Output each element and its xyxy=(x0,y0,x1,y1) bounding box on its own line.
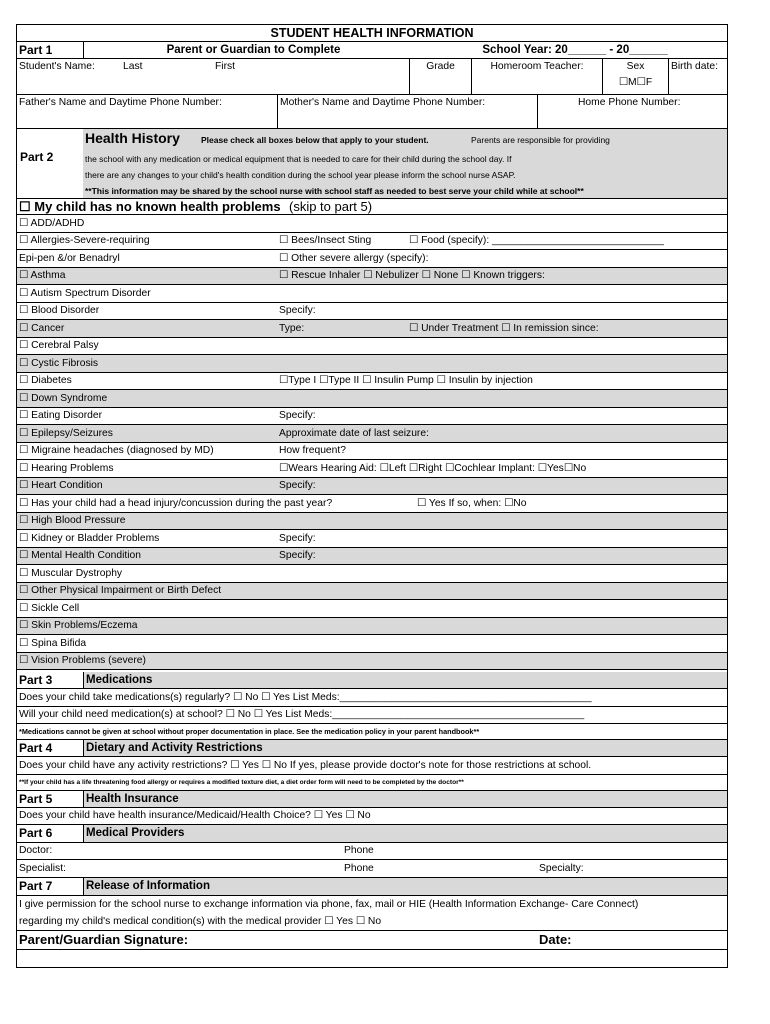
part7-title: Release of Information xyxy=(83,878,727,895)
part1-label: Part 1 xyxy=(19,43,53,57)
condition-row[interactable] xyxy=(17,653,727,671)
condition-label[interactable]: ☐ Down Syndrome xyxy=(19,392,108,404)
condition-detail: ☐ Bees/Insect Sting xyxy=(279,235,372,246)
part1-title: Parent or Guardian to Complete xyxy=(83,42,423,58)
part3-header-row xyxy=(17,672,727,689)
birth-date-label: Birth date: xyxy=(671,61,718,72)
condition-row[interactable] xyxy=(17,425,727,443)
condition-row[interactable] xyxy=(17,565,727,583)
condition-detail: Specify: xyxy=(279,480,316,491)
diet-order-note: **If your child has a life threatening food allergy or requires a modified texture diet, a diet order form will need to be completed by the doctor** xyxy=(19,779,464,786)
part4-q1-row[interactable] xyxy=(17,757,727,775)
part5-title: Health Insurance xyxy=(83,791,727,807)
condition-label[interactable]: ☐ Sickle Cell xyxy=(19,602,80,614)
part3-label: Part 3 xyxy=(17,672,83,688)
part4-header-row xyxy=(17,740,727,757)
condition-row[interactable] xyxy=(17,373,727,391)
condition-row[interactable] xyxy=(17,460,727,478)
condition-label[interactable]: ☐ High Blood Pressure xyxy=(19,515,126,526)
condition-row[interactable] xyxy=(17,635,727,653)
signature-label: Parent/Guardian Signature: xyxy=(19,932,189,947)
condition-detail: ☐Wears Hearing Aid: ☐Left ☐Right ☐Cochlear Implant: ☐Yes☐No xyxy=(279,462,587,474)
part5-header-row xyxy=(17,791,727,808)
condition-row[interactable] xyxy=(17,338,727,356)
signature-row[interactable] xyxy=(17,931,727,950)
father-field[interactable] xyxy=(17,95,277,128)
condition-label[interactable]: ☐ Cerebral Palsy xyxy=(19,340,99,351)
part1-header-row xyxy=(17,42,727,59)
release-statement: I give permission for the school nurse to exchange information via phone, fax, mail or HIE (Health Information Exchange- Care Connect) xyxy=(19,899,639,910)
condition-row[interactable] xyxy=(17,215,727,233)
part2-label-cell xyxy=(17,129,83,198)
condition-detail: How frequent? xyxy=(279,445,346,456)
no-problems-skip-note: (skip to part 5) xyxy=(289,199,373,214)
grade-label: Grade xyxy=(426,61,455,72)
condition-row[interactable] xyxy=(17,583,727,601)
part7-label: Part 7 xyxy=(17,878,83,895)
condition-label[interactable]: ☐ Autism Spectrum Disorder xyxy=(19,287,151,299)
medications-note: *Medications cannot be given at school without proper documentation in place. See the medication policy in your parent handbook** xyxy=(19,727,480,736)
condition-detail: Specify: xyxy=(279,305,316,316)
part2-intro-rest: Parents are responsible for providing xyxy=(471,135,610,145)
condition-row[interactable] xyxy=(17,233,727,251)
homeroom-label: Homeroom Teacher: xyxy=(490,61,584,72)
health-insurance-question[interactable]: Does your child have health insurance/Medicaid/Health Choice? ☐ Yes ☐ No xyxy=(19,810,371,821)
part5-label: Part 5 xyxy=(17,791,83,807)
condition-label[interactable]: ☐ ADD/ADHD xyxy=(19,217,85,229)
part2-line4: **This information may be shared by the school nurse with school staff as needed to best serve your child while at school** xyxy=(85,186,584,196)
parents-row xyxy=(17,95,727,129)
part2-label: Part 2 xyxy=(20,150,54,164)
release-line2-row[interactable] xyxy=(17,914,727,931)
part3-q1-row[interactable] xyxy=(17,689,727,707)
part2-section xyxy=(17,129,727,199)
condition-label[interactable]: ☐ Mental Health Condition xyxy=(19,550,141,561)
sex-options[interactable]: ☐M☐F xyxy=(618,77,653,88)
medications-regular-question[interactable]: Does your child take medications(s) regularly? ☐ No ☐ Yes List Meds:____________________________________________ xyxy=(19,692,592,703)
part6-title: Medical Providers xyxy=(83,825,727,842)
sex-field[interactable] xyxy=(602,59,668,94)
form-title-row xyxy=(17,25,727,42)
condition-detail: Specify: xyxy=(279,532,316,544)
condition-label[interactable]: Epi-pen &/or Benadryl xyxy=(19,252,120,264)
condition-row[interactable] xyxy=(17,320,727,338)
condition-label[interactable]: ☐ Muscular Dystrophy xyxy=(19,567,123,579)
part2-line2: the school with any medication or medical equipment that is needed to care for their child during the school day. If xyxy=(85,154,512,164)
condition-detail: ☐ Other severe allergy (specify): xyxy=(279,252,429,264)
home-phone-label: Home Phone Number: xyxy=(578,97,681,108)
part2-title: Health History xyxy=(85,130,180,146)
part6-header-row xyxy=(17,825,727,843)
condition-detail: ☐Type I ☐Type II ☐ Insulin Pump ☐ Insulin by injection xyxy=(279,375,533,386)
doctor-phone-label: Phone xyxy=(344,845,374,856)
condition-label[interactable]: ☐ Kidney or Bladder Problems xyxy=(19,532,160,544)
student-name-field[interactable] xyxy=(17,59,409,94)
condition-row[interactable] xyxy=(17,268,727,286)
condition-label[interactable]: ☐ Migraine headaches (diagnosed by MD) xyxy=(19,445,214,456)
last-name-label: Last xyxy=(123,61,143,72)
condition-label[interactable]: ☐ Heart Condition xyxy=(19,480,103,491)
condition-label[interactable]: ☐ Hearing Problems xyxy=(19,462,114,474)
condition-options: ☐ Yes If so, when: ☐No xyxy=(417,497,527,509)
part7-header-row xyxy=(17,878,727,896)
sex-label: Sex xyxy=(626,61,645,72)
condition-detail: ☐ Rescue Inhaler ☐ Nebulizer ☐ None ☐ Known triggers: xyxy=(279,270,545,281)
condition-label[interactable]: ☐ Cancer xyxy=(19,322,65,334)
condition-detail: Specify: xyxy=(279,550,316,561)
condition-row[interactable] xyxy=(17,513,727,531)
homeroom-field[interactable] xyxy=(471,59,602,94)
home-phone-field[interactable] xyxy=(537,95,727,128)
condition-label[interactable]: ☐ Diabetes xyxy=(19,375,72,386)
specialist-phone-label: Phone xyxy=(344,863,374,874)
release-line1-row xyxy=(17,896,727,914)
release-consent-question[interactable]: regarding my child's medical condition(s) with the medical provider ☐ Yes ☐ No xyxy=(19,916,382,927)
form-title: STUDENT HEALTH INFORMATION xyxy=(270,26,474,40)
condition-row[interactable] xyxy=(17,303,727,321)
mother-field[interactable] xyxy=(277,95,537,128)
condition-row[interactable] xyxy=(17,250,727,268)
first-name-label: First xyxy=(215,61,236,72)
medications-school-question[interactable]: Will your child need medication(s) at school? ☐ No ☐ Yes List Meds:____________________________________________ xyxy=(19,709,585,720)
specialist-row[interactable] xyxy=(17,860,727,878)
birth-date-field[interactable] xyxy=(668,59,727,94)
part3-note-row xyxy=(17,724,727,740)
date-label: Date: xyxy=(539,932,572,947)
condition-row[interactable] xyxy=(17,618,727,636)
condition-label[interactable]: ☐ Has your child had a head injury/concussion during the past year? xyxy=(19,497,333,509)
part3-title: Medications xyxy=(83,672,727,688)
doctor-row[interactable] xyxy=(17,843,727,860)
condition-row[interactable] xyxy=(17,548,727,566)
school-year-field[interactable]: School Year: 20______ - 20______ xyxy=(482,44,668,56)
condition-label[interactable]: ☐ Epilepsy/Seizures xyxy=(19,427,113,439)
grade-field[interactable] xyxy=(409,59,471,94)
student-health-form xyxy=(16,24,728,968)
condition-options: ☐ Food (specify): ______________________________ xyxy=(409,235,664,246)
condition-row[interactable] xyxy=(17,495,727,513)
condition-label[interactable]: ☐ Vision Problems (severe) xyxy=(19,655,146,666)
condition-label[interactable]: ☐ Asthma xyxy=(19,270,66,281)
condition-row[interactable] xyxy=(17,285,727,303)
condition-label[interactable]: ☐ Skin Problems/Eczema xyxy=(19,620,138,631)
condition-row[interactable] xyxy=(17,408,727,426)
part4-title: Dietary and Activity Restrictions xyxy=(83,740,727,756)
condition-row[interactable] xyxy=(17,443,727,461)
condition-row[interactable] xyxy=(17,600,727,618)
condition-options: ☐ Under Treatment ☐ In remission since: xyxy=(409,322,599,334)
part2-content xyxy=(83,129,727,198)
doctor-label: Doctor: xyxy=(19,845,53,856)
condition-detail: Type: xyxy=(279,322,305,334)
condition-detail: Specify: xyxy=(279,410,316,421)
student-info-row xyxy=(17,59,727,95)
specialty-label: Specialty: xyxy=(539,863,584,874)
part5-q1-row[interactable] xyxy=(17,808,727,825)
part4-note-row xyxy=(17,775,727,791)
condition-row[interactable] xyxy=(17,355,727,373)
condition-label[interactable]: ☐ Eating Disorder xyxy=(19,410,103,421)
condition-row[interactable] xyxy=(17,478,727,496)
condition-label[interactable]: ☐ Other Physical Impairment or Birth Defect xyxy=(19,585,222,596)
condition-row[interactable] xyxy=(17,390,727,408)
part6-label: Part 6 xyxy=(17,825,83,842)
condition-label[interactable]: ☐ Blood Disorder xyxy=(19,305,100,316)
father-label: Father's Name and Daytime Phone Number: xyxy=(19,97,222,108)
specialist-label: Specialist: xyxy=(19,863,66,874)
condition-label[interactable]: ☐ Allergies-Severe-requiring xyxy=(19,235,150,246)
activity-restrictions-question[interactable]: Does your child have any activity restrictions? ☐ Yes ☐ No If yes, please provide doctor's note for those restrictions at school. xyxy=(19,760,592,771)
condition-row[interactable] xyxy=(17,530,727,548)
condition-detail: Approximate date of last seizure: xyxy=(279,427,429,439)
condition-label[interactable]: ☐ Cystic Fibrosis xyxy=(19,357,99,369)
no-problems-row[interactable] xyxy=(17,199,727,215)
no-problems-checkbox[interactable]: ☐ My child has no known health problems xyxy=(19,199,281,214)
part4-label: Part 4 xyxy=(17,740,83,756)
part3-q2-row[interactable] xyxy=(17,707,727,724)
part2-line3: there are any changes to your child's health condition during the school year please inform the school nurse ASAP. xyxy=(85,170,516,180)
mother-label: Mother's Name and Daytime Phone Number: xyxy=(280,97,486,108)
condition-label[interactable]: ☐ Spina Bifida xyxy=(19,637,87,649)
student-name-label: Student's Name: xyxy=(19,61,95,72)
part2-intro-bold: Please check all boxes below that apply to your student. xyxy=(201,135,429,145)
